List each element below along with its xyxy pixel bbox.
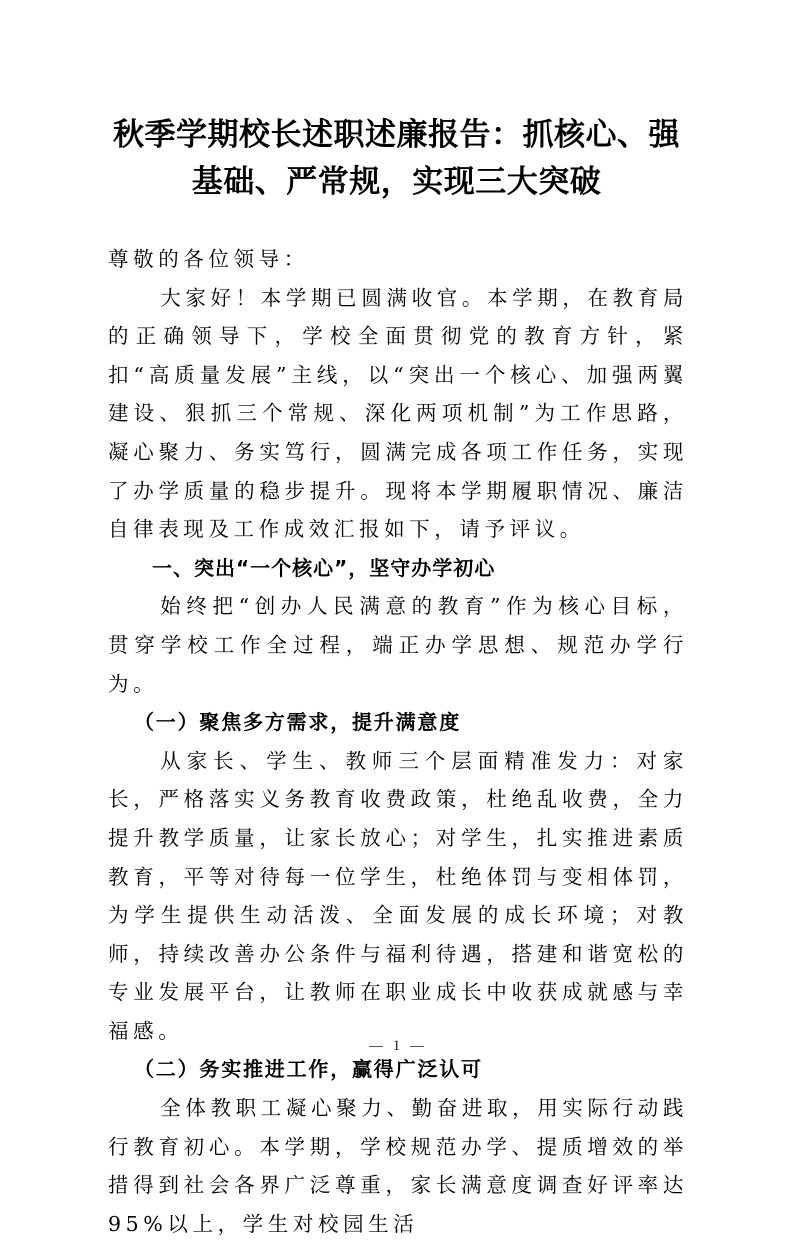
subsection-2-heading: （二）务实推进工作，赢得广泛认可 bbox=[134, 1057, 483, 1082]
section-1-paragraph: 始终把“创办人民满意的教育”作为核心目标，贯穿学校工作全过程，端正办学思想、规范办学行为。 bbox=[108, 594, 688, 696]
page-number-dash-right bbox=[410, 1046, 424, 1047]
document-title bbox=[90, 112, 703, 206]
title-line-2: 基础、严常规，实现三大突破 bbox=[191, 164, 602, 200]
page-number: 1 bbox=[392, 1038, 401, 1054]
subsection-2-paragraph: 全体教职工凝心聚力、勤奋进取，用实际行动践行教育初心。本学期，学校规范办学、提质增效的举措得到社会各界广泛尊重，家长满意度调查好评率达95%以上，学生对校园生活 bbox=[108, 1096, 688, 1236]
subsection-1-heading: （一）聚焦多方需求，提升满意度 bbox=[134, 710, 461, 735]
intro-paragraph: 大家好！本学期已圆满收官。本学期，在教育局的正确领导下，学校全面贯彻党的教育方针，紧扣“高质量发展”主线，以“突出一个核心、加强两翼建设、狠抓三个常规、深化两项机制”为工作思路，凝心聚力、务实笃行，圆满完成各项工作任务，实现了办学质量的稳步提升。现将本学期履职情况、廉洁自律表现及工作成效汇报如下，请予评议。 bbox=[108, 285, 688, 542]
page-number-dash-left bbox=[369, 1046, 383, 1047]
page-footer bbox=[0, 1038, 793, 1055]
document-body bbox=[108, 240, 688, 1243]
section-1-heading: 一、突出“一个核心”，坚守办学初心 bbox=[152, 555, 496, 580]
salutation: 尊敬的各位领导： bbox=[108, 247, 309, 271]
title-line-1: 秋季学期校长述职述廉报告：抓核心、强 bbox=[113, 117, 680, 153]
subsection-1-paragraph: 从家长、学生、教师三个层面精准发力：对家长，严格落实义务教育收费政策，杜绝乱收费，全力提升教学质量，让家长放心；对学生，扎实推进素质教育，平等对待每一位学生，杜绝体罚与变相体罚，为学生提供生动活泼、全面发展的成长环境；对教师，持续改善办公条件与福利待遇，搭建和谐宽松的专业发展平台，让教师在职业成长中收获成就感与幸福感。 bbox=[108, 748, 688, 1043]
